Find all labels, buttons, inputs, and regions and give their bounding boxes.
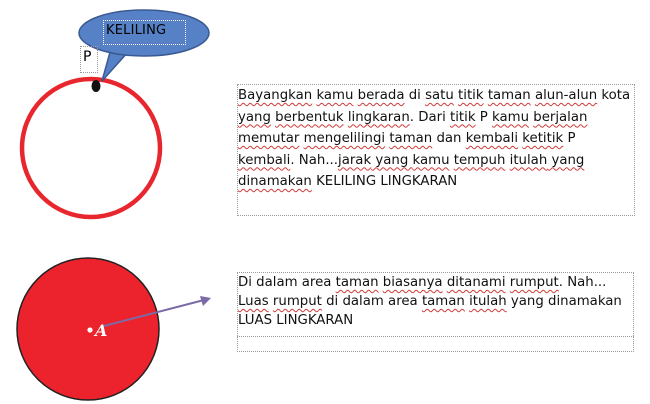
keliling-text-run: dan [432,131,466,146]
luas-spellcheck-word: taman [421,294,465,309]
keliling-spellcheck-word: kembali [238,152,291,168]
keliling-line-4 [238,150,634,172]
luas-spellcheck-word: itulah [469,294,507,309]
luas-spellcheck-word: taman [335,275,379,290]
keliling-text-run: P [475,109,493,125]
keliling-spellcheck-word: berjalan [533,109,588,125]
keliling-text-run: di [404,88,426,103]
luas-spellcheck-word: rumput [272,294,322,309]
keliling-spellcheck-word: yang [371,152,413,168]
keliling-spellcheck-word: titik [450,109,476,125]
keliling-spellcheck-word: alun-alun [534,88,598,103]
keliling-spellcheck-word: dinamakan [238,174,312,189]
keliling-line-3 [238,128,634,150]
keliling-spellcheck-word: berbentuk [275,109,344,125]
keliling-spellcheck-word: taman [389,131,433,146]
center-point [87,327,92,332]
keliling-spellcheck-word: tempuh [453,152,506,168]
keliling-line-1 [238,85,634,107]
luas-line-3 [238,311,633,330]
luas-text-run: yang dinamakan [506,294,622,309]
keliling-spellcheck-word: memutar [238,131,300,146]
luas-spellcheck-word: Luas [238,294,269,309]
luas-text-run: di dalam area [321,294,422,309]
keliling-spellcheck-word: yang [547,152,585,168]
keliling-spellcheck-word: berada [357,88,405,103]
center-label: A [95,321,108,340]
keliling-spellcheck-word: itulah [509,152,548,168]
keliling-spellcheck-word: satu [425,88,454,103]
keliling-spellcheck-word: kamu [492,109,530,125]
keliling-text-run: KELILING LINGKARAN [311,174,458,189]
circumference-circle [22,79,160,217]
keliling-line-5 [238,171,634,193]
keliling-spellcheck-word: Bayangkan [238,88,313,103]
luas-spellcheck-word: rumput [509,275,559,290]
keliling-spellcheck-word: mengelilingi [303,131,386,146]
luas-spellcheck-word: ditanami [446,275,506,290]
keliling-spellcheck-word: ketitik [522,131,564,146]
keliling-spellcheck-word: kamu [316,88,354,103]
luas-line-2 [238,292,633,311]
keliling-spellcheck-word: lingkaran [347,109,410,125]
luas-text-run: . Nah... [558,275,607,290]
keliling-spellcheck-word: kamu [412,152,450,168]
luas-line-1 [238,273,633,292]
keliling-spellcheck-word: taman [487,88,531,103]
keliling-line-2 [238,107,634,129]
keliling-spellcheck-word: yang [238,109,271,125]
point-p-marker [92,80,101,92]
keliling-spellcheck-word: titik [458,88,484,103]
keliling-text-run: kota [601,88,631,103]
point-label: P [83,49,92,65]
keliling-spellcheck-word: kembali [465,131,519,146]
keliling-text-run: P [563,131,576,146]
luas-text-run: Di dalam area [238,275,336,290]
keliling-text-run: . Dari [409,109,450,125]
arrow-head [200,296,211,306]
luas-text-run: LUAS LINGKARAN [238,313,354,328]
callout-label: KELILING [106,23,167,38]
keliling-text-box[interactable] [237,84,635,216]
luas-spellcheck-word: biasanya [382,275,443,290]
keliling-spellcheck-word: jarak [338,152,372,168]
luas-text-box-divider [237,336,634,354]
keliling-text-run: . Nah... [290,152,338,168]
